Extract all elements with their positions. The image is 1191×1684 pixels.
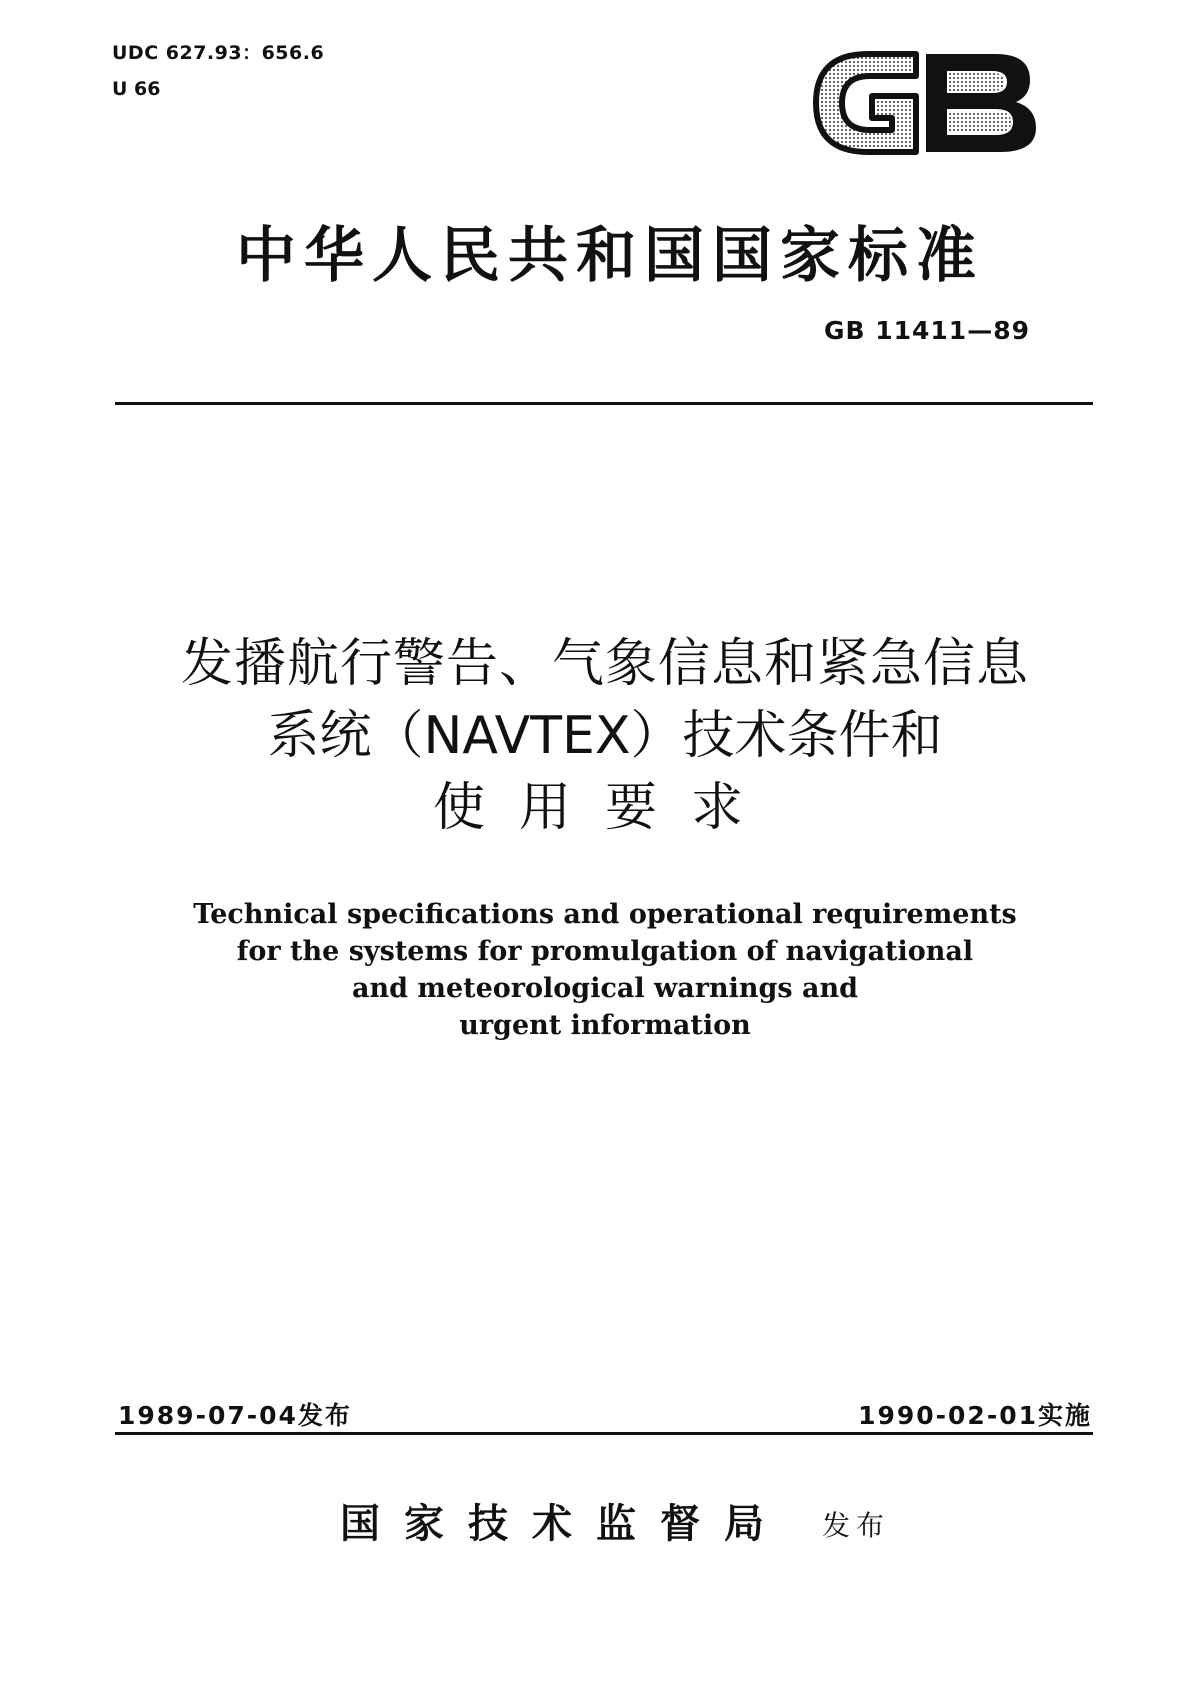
implementation-date: 1990-02-01实施: [858, 1401, 1092, 1430]
issue-date: 1989-07-04发布: [118, 1401, 352, 1430]
publisher-name: 国家技术监督局: [340, 1501, 788, 1547]
gb-logo: [808, 44, 1044, 162]
chinese-title-line-2: 系统（NAVTEX）技术条件和: [267, 706, 943, 766]
english-title-line-3: and meteorological warnings and: [352, 973, 858, 1004]
chinese-title: [120, 628, 1090, 844]
bottom-divider: [115, 1432, 1093, 1435]
gb-logo-graphic: [808, 44, 1044, 162]
english-title-line-1: Technical specifications and operational requirements: [193, 899, 1017, 930]
standard-number: GB 11411—89: [823, 316, 1030, 345]
chinese-title-line-3: 使用要求: [432, 778, 777, 838]
category-code: U 66: [112, 78, 161, 100]
english-title-line-4: urgent information: [459, 1010, 751, 1041]
chinese-title-line-1: 发播航行警告、气象信息和紧急信息: [180, 634, 1029, 694]
udc-code: UDC 627.93：656.6: [112, 42, 325, 64]
english-title: [150, 896, 1060, 1044]
publisher-suffix: 发布: [822, 1509, 891, 1542]
national-standard-title: 中华人民共和国国家标准: [236, 221, 984, 291]
english-title-line-2: for the systems for promulgation of navigational: [236, 936, 974, 967]
top-divider: [115, 402, 1093, 405]
